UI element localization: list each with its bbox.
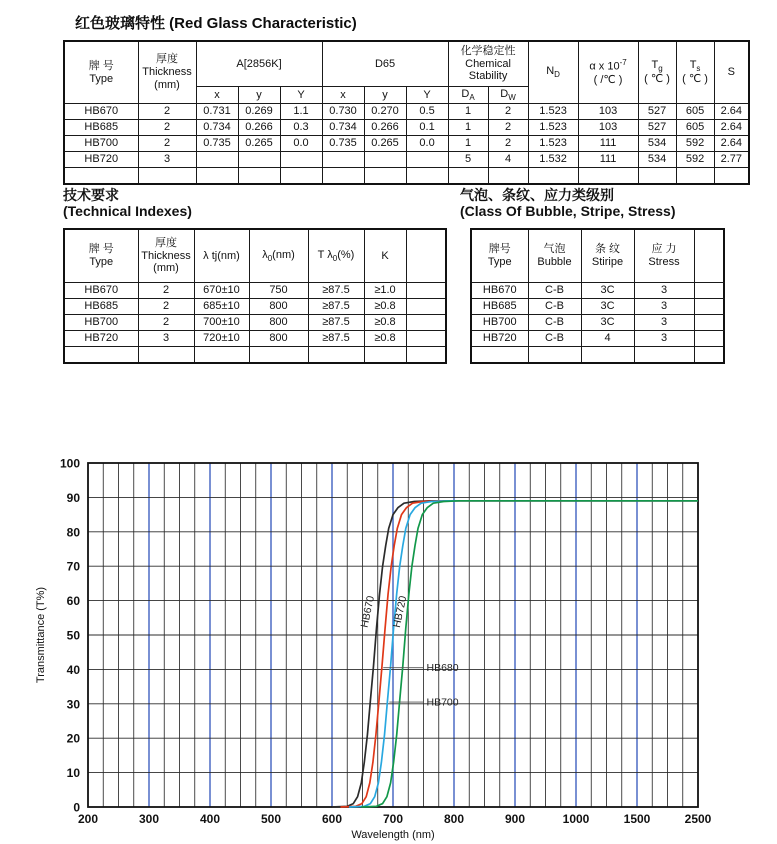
cell: 3 xyxy=(634,315,694,331)
x-tick-label: 600 xyxy=(321,812,343,826)
cell xyxy=(64,168,138,185)
cell: 2.64 xyxy=(714,104,749,120)
cell: 527 xyxy=(638,120,676,136)
cell: HB720 xyxy=(64,152,138,168)
col-a2856k: A[2856K] xyxy=(196,41,322,87)
cell: 2.77 xyxy=(714,152,749,168)
cell: 800 xyxy=(249,315,308,331)
table-row xyxy=(471,347,724,364)
cell: 0.266 xyxy=(364,120,406,136)
x-tick-label: 900 xyxy=(504,812,526,826)
cell: 2 xyxy=(138,315,194,331)
red-glass-table xyxy=(63,40,750,185)
table-row xyxy=(64,331,446,347)
cell: 1 xyxy=(448,120,488,136)
table-row xyxy=(471,299,724,315)
cell: 103 xyxy=(578,120,638,136)
cell xyxy=(634,347,694,364)
cell xyxy=(406,152,448,168)
sub-col-y: y xyxy=(238,87,280,104)
cell: 3 xyxy=(634,331,694,347)
cell: ≥0.8 xyxy=(364,331,406,347)
cell: 2 xyxy=(138,136,196,152)
cell: HB670 xyxy=(64,104,138,120)
cell: 111 xyxy=(578,136,638,152)
col-alpha: α x $10^{-7}$ ( /℃ ) xyxy=(578,41,638,104)
col-t-lambda0: T $\lambda_0(\%)$ xyxy=(308,229,364,283)
cell: 2 xyxy=(488,136,528,152)
sub-col-x: x xyxy=(322,87,364,104)
cell: C-B xyxy=(528,283,581,299)
table-row xyxy=(64,347,446,364)
cell: 0.734 xyxy=(322,120,364,136)
cell: C-B xyxy=(528,315,581,331)
cell xyxy=(406,315,446,331)
bubble-stripe-stress-table xyxy=(470,228,725,364)
cell: 800 xyxy=(249,299,308,315)
table-row xyxy=(64,152,749,168)
cell xyxy=(676,168,714,185)
cell xyxy=(64,347,138,364)
cell: ≥0.8 xyxy=(364,299,406,315)
page-title: 红色玻璃特性 (Red Glass Characteristic) xyxy=(75,15,357,32)
cell xyxy=(714,168,749,185)
cell: 3C xyxy=(581,315,634,331)
cell: 2 xyxy=(138,283,194,299)
cell xyxy=(694,299,724,315)
cell: 0.270 xyxy=(364,104,406,120)
curve-HB700 xyxy=(349,501,698,807)
curve-label-HB680: HB680 xyxy=(426,662,459,675)
sub-col-x: x xyxy=(196,87,238,104)
cell xyxy=(694,283,724,299)
cell: 2 xyxy=(138,299,194,315)
cell: 3 xyxy=(138,331,194,347)
y-tick-label: 90 xyxy=(66,490,80,505)
cell: 605 xyxy=(676,104,714,120)
col-nd: $N_D$ xyxy=(528,41,578,104)
cell: 592 xyxy=(676,136,714,152)
cell: ≥87.5 xyxy=(308,331,364,347)
cell xyxy=(238,168,280,185)
x-tick-label: 300 xyxy=(138,812,160,826)
cell xyxy=(406,331,446,347)
cell: 750 xyxy=(249,283,308,299)
cell: 2.64 xyxy=(714,136,749,152)
curve-HB720 xyxy=(358,501,698,807)
x-tick-label: 1000 xyxy=(562,812,590,826)
bubble-stripe-stress-title: 气泡、条纹、应力类级别 (Class Of Bubble, Stripe, Stress) xyxy=(460,187,676,219)
cell: 1 xyxy=(448,104,488,120)
cell xyxy=(528,168,578,185)
cell: 0.266 xyxy=(238,120,280,136)
col-thickness: 厚度 Thickness (mm) xyxy=(138,41,196,104)
cell xyxy=(406,299,446,315)
x-axis-title: Wavelength (nm) xyxy=(351,829,435,841)
cell: 2 xyxy=(488,104,528,120)
cell: 685±10 xyxy=(194,299,249,315)
cell: 0.265 xyxy=(238,136,280,152)
col-stress: 应 力 Stress xyxy=(634,229,694,283)
cell: 1.1 xyxy=(280,104,322,120)
cell xyxy=(364,347,406,364)
cell: 534 xyxy=(638,136,676,152)
cell xyxy=(471,347,528,364)
cell: 1.523 xyxy=(528,120,578,136)
cell: 103 xyxy=(578,104,638,120)
cell: 3 xyxy=(634,283,694,299)
cell: HB720 xyxy=(64,331,138,347)
cell: 605 xyxy=(676,120,714,136)
y-tick-label: 100 xyxy=(59,456,80,471)
cell xyxy=(581,347,634,364)
col-chemical-stability: 化学稳定性 Chemical Stability xyxy=(448,41,528,87)
cell xyxy=(694,315,724,331)
x-tick-label: 1500 xyxy=(623,812,651,826)
curve-label-HB720: HB720 xyxy=(390,594,410,629)
curve-label-HB700: HB700 xyxy=(426,696,459,709)
cell: ≥87.5 xyxy=(308,315,364,331)
col-k: K xyxy=(364,229,406,283)
cell xyxy=(364,168,406,185)
cell: 527 xyxy=(638,104,676,120)
table-row xyxy=(64,104,749,120)
col-empty xyxy=(406,229,446,283)
sub-col-Y: Y xyxy=(280,87,322,104)
y-tick-label: 50 xyxy=(66,628,80,643)
cell: 1.532 xyxy=(528,152,578,168)
cell xyxy=(249,347,308,364)
cell xyxy=(196,152,238,168)
cell: 0.731 xyxy=(196,104,238,120)
cell: 1 xyxy=(448,136,488,152)
x-tick-label: 800 xyxy=(443,812,465,826)
cell xyxy=(694,347,724,364)
y-axis-title: Transmittance (T%) xyxy=(35,586,47,684)
y-tick-label: 40 xyxy=(66,662,80,677)
cell: 534 xyxy=(638,152,676,168)
cell xyxy=(238,152,280,168)
cell: 1.523 xyxy=(528,136,578,152)
cell: 0.0 xyxy=(280,136,322,152)
cell: 700±10 xyxy=(194,315,249,331)
cell: 0.265 xyxy=(364,136,406,152)
table-row xyxy=(471,283,724,299)
cell xyxy=(322,168,364,185)
cell: HB685 xyxy=(471,299,528,315)
cell xyxy=(280,152,322,168)
y-tick-label: 80 xyxy=(66,525,80,540)
sub-col-dw: $D_W$ xyxy=(488,87,528,104)
cell: 0.734 xyxy=(196,120,238,136)
table-row xyxy=(471,331,724,347)
cell xyxy=(406,283,446,299)
cell: HB700 xyxy=(471,315,528,331)
cell: 0.0 xyxy=(406,136,448,152)
y-tick-label: 70 xyxy=(66,559,80,574)
cell: 3 xyxy=(138,152,196,168)
cell: 0.730 xyxy=(322,104,364,120)
cell: C-B xyxy=(528,299,581,315)
x-tick-label: 500 xyxy=(260,812,282,826)
x-tick-label: 400 xyxy=(199,812,221,826)
cell: 720±10 xyxy=(194,331,249,347)
cell xyxy=(194,347,249,364)
cell: 592 xyxy=(676,152,714,168)
cell xyxy=(406,347,446,364)
cell: HB670 xyxy=(64,283,138,299)
cell: 0.3 xyxy=(280,120,322,136)
x-tick-label: 200 xyxy=(77,812,99,826)
col-d65: D65 xyxy=(322,41,448,87)
sub-col-Y: Y xyxy=(406,87,448,104)
col-type: 牌 号 Type xyxy=(64,41,138,104)
cell: 0.269 xyxy=(238,104,280,120)
cell: HB720 xyxy=(471,331,528,347)
cell: 0.735 xyxy=(322,136,364,152)
col-lambda0: $\lambda_0(nm)$ xyxy=(249,229,308,283)
cell: 670±10 xyxy=(194,283,249,299)
cell: 2 xyxy=(138,104,196,120)
cell: ≥1.0 xyxy=(364,283,406,299)
cell xyxy=(196,168,238,185)
curve-label-HB670: HB670 xyxy=(358,594,377,629)
cell: HB685 xyxy=(64,120,138,136)
sub-col-da: $D_A$ xyxy=(448,87,488,104)
cell: 2.64 xyxy=(714,120,749,136)
cell xyxy=(448,168,488,185)
cell: 0.5 xyxy=(406,104,448,120)
cell: HB685 xyxy=(64,299,138,315)
cell: 0.735 xyxy=(196,136,238,152)
cell xyxy=(280,168,322,185)
cell: 2 xyxy=(138,120,196,136)
cell: 4 xyxy=(581,331,634,347)
cell: 5 xyxy=(448,152,488,168)
cell: 0.1 xyxy=(406,120,448,136)
x-tick-label: 700 xyxy=(382,812,404,826)
cell: 800 xyxy=(249,331,308,347)
cell xyxy=(406,168,448,185)
cell: C-B xyxy=(528,331,581,347)
transmittance-chart xyxy=(30,450,745,844)
col-stripe: 条 纹 Stiripe xyxy=(581,229,634,283)
cell: 111 xyxy=(578,152,638,168)
cell xyxy=(694,331,724,347)
cell: HB670 xyxy=(471,283,528,299)
cell xyxy=(364,152,406,168)
cell xyxy=(138,347,194,364)
cell xyxy=(308,347,364,364)
cell: ≥87.5 xyxy=(308,283,364,299)
table-row xyxy=(471,315,724,331)
cell: HB700 xyxy=(64,136,138,152)
cell: 4 xyxy=(488,152,528,168)
table-row xyxy=(64,315,446,331)
table-row xyxy=(64,299,446,315)
cell xyxy=(578,168,638,185)
y-tick-label: 0 xyxy=(73,800,80,815)
cell xyxy=(488,168,528,185)
cell: HB700 xyxy=(64,315,138,331)
col-ts: $T_s$ ( ℃ ) xyxy=(676,41,714,104)
table-row xyxy=(64,120,749,136)
cell xyxy=(638,168,676,185)
cell: 3C xyxy=(581,283,634,299)
col-tg: $T_g$ ( ℃ ) xyxy=(638,41,676,104)
y-tick-label: 10 xyxy=(66,766,80,781)
y-tick-label: 20 xyxy=(66,731,80,746)
cell xyxy=(322,152,364,168)
cell: 1.523 xyxy=(528,104,578,120)
cell: ≥0.8 xyxy=(364,315,406,331)
cell xyxy=(138,168,196,185)
col-empty xyxy=(694,229,724,283)
y-tick-label: 60 xyxy=(66,594,80,609)
cell: 2 xyxy=(488,120,528,136)
col-s: S xyxy=(714,41,749,104)
cell: 3 xyxy=(634,299,694,315)
col-type: 牌 号 Type xyxy=(64,229,138,283)
col-type: 牌号 Type xyxy=(471,229,528,283)
technical-indexes-table xyxy=(63,228,447,364)
col-bubble: 气泡 Bubble xyxy=(528,229,581,283)
table-row xyxy=(64,168,749,185)
y-tick-label: 30 xyxy=(66,697,80,712)
x-tick-label: 2500 xyxy=(684,812,712,826)
table-row xyxy=(64,283,446,299)
col-lambda-tj: λ tj(nm) xyxy=(194,229,249,283)
cell: 3C xyxy=(581,299,634,315)
cell: ≥87.5 xyxy=(308,299,364,315)
table-row xyxy=(64,136,749,152)
col-thickness: 厚度 Thickness (mm) xyxy=(138,229,194,283)
cell xyxy=(528,347,581,364)
sub-col-y: y xyxy=(364,87,406,104)
technical-indexes-title: 技术要求 (Technical Indexes) xyxy=(63,187,192,219)
